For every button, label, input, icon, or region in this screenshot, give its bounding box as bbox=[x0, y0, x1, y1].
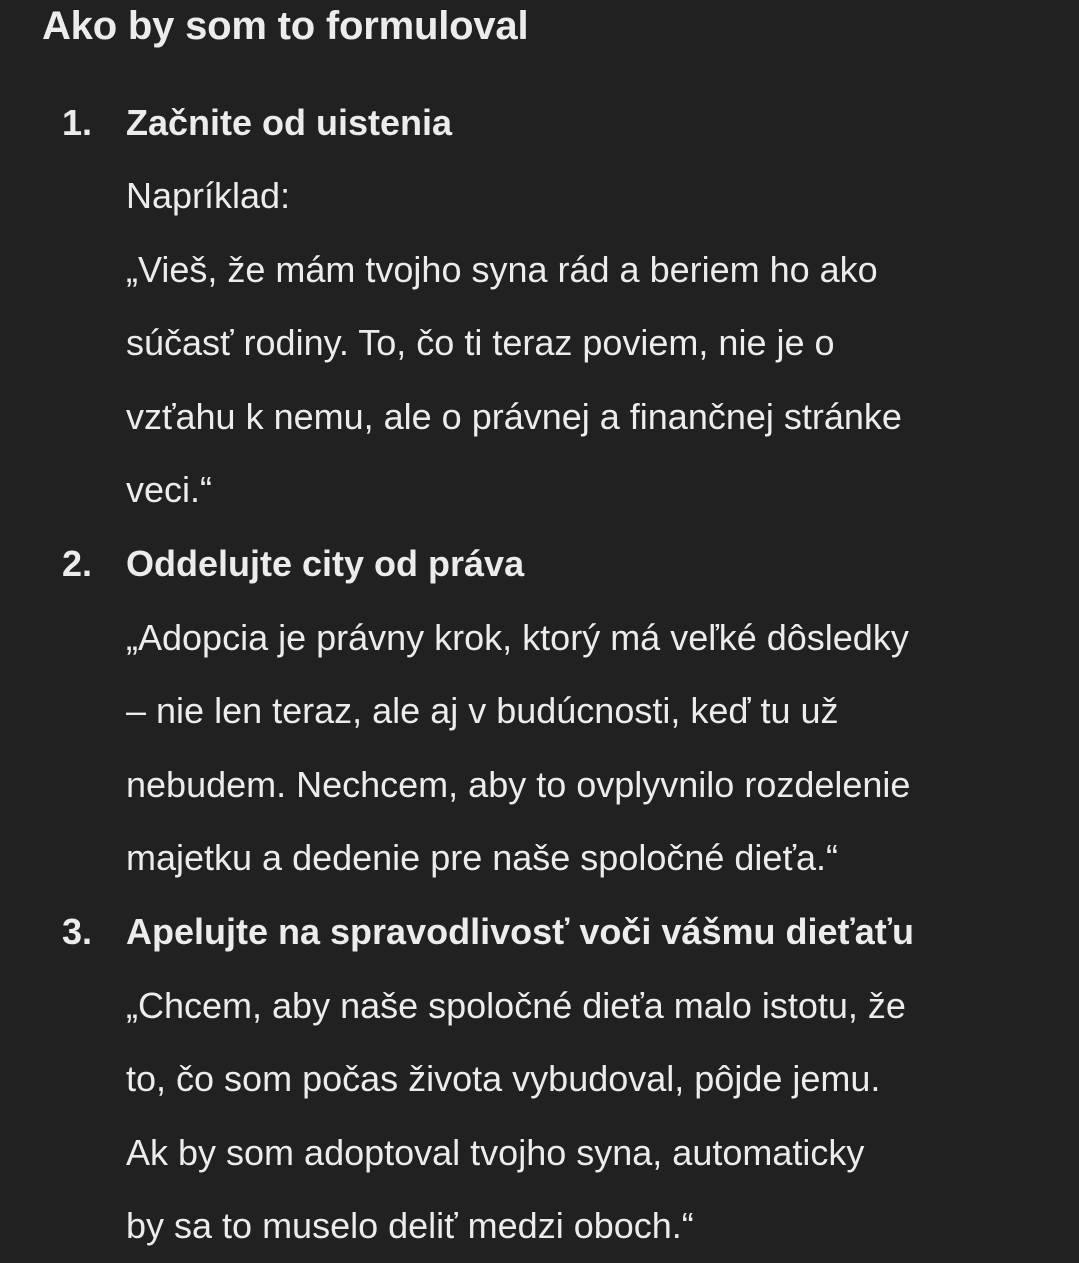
step-text-line: by sa to muselo deliť medzi oboch.“ bbox=[126, 1205, 694, 1246]
step-text-line: Napríklad: bbox=[126, 175, 291, 216]
step-heading: Oddelujte city od práva bbox=[126, 542, 525, 584]
step-number: 2. bbox=[62, 542, 93, 584]
list-item bbox=[42, 895, 1052, 1263]
step-heading: Začnite od uistenia bbox=[126, 102, 453, 143]
step-text-line: majetku a dedenie pre naše spoločné dieťa.“ bbox=[126, 837, 838, 878]
steps-list bbox=[42, 86, 1052, 1263]
section-title: Ako by som to formuloval bbox=[42, 4, 529, 48]
step-text-line: vzťahu k nemu, ale o právnej a finančnej stránke bbox=[126, 395, 902, 437]
step-text-line: „Adopcia je právny krok, ktorý má veľké dôsledky bbox=[126, 616, 909, 658]
step-text-line: súčasť rodiny. To, čo ti teraz poviem, nie je o bbox=[126, 322, 835, 363]
list-item bbox=[42, 527, 1052, 895]
list-item bbox=[42, 86, 1052, 527]
step-text-line: nebudem. Nechcem, aby to ovplyvnilo rozdelenie bbox=[126, 763, 911, 805]
step-text-line: „Vieš, že mám tvojho syna rád a beriem ho ako bbox=[126, 248, 878, 290]
step-text-line: veci.“ bbox=[126, 469, 213, 510]
step-text-line: – nie len teraz, ale aj v budúcnosti, keď tu už bbox=[126, 690, 839, 731]
message-content bbox=[42, 0, 1052, 1263]
step-number: 1. bbox=[62, 102, 93, 143]
step-text-line: Ak by som adoptoval tvojho syna, automaticky bbox=[126, 1131, 865, 1173]
step-heading: Apelujte na spravodlivosť voči vášmu dieťaťu bbox=[126, 910, 914, 952]
step-text-line: to, čo som počas života vybudoval, pôjde jemu. bbox=[126, 1058, 881, 1099]
step-number: 3. bbox=[62, 910, 93, 952]
step-text-line: „Chcem, aby naše spoločné dieťa malo istotu, že bbox=[126, 984, 906, 1026]
